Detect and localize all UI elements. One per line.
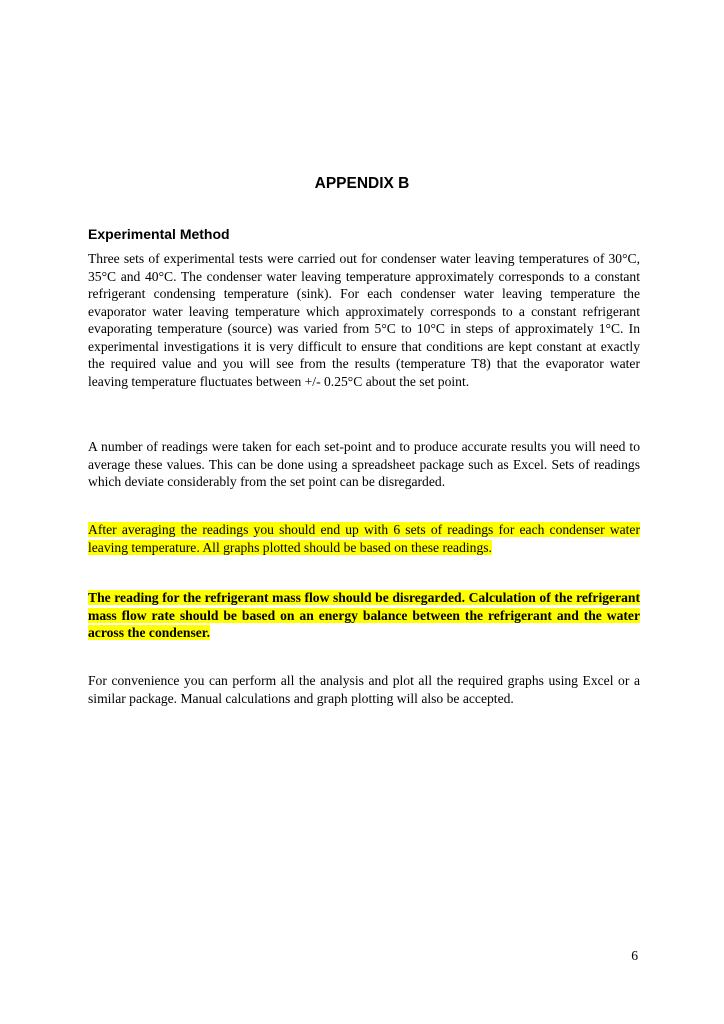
paragraph-text: For convenience you can perform all the analysis and plot all the required graphs using Excel or a similar package. Manual calculations and graph plotting will also be accepted. [88,673,640,706]
paragraph-highlighted-sets [88,521,640,556]
paragraph-convenience [88,672,640,707]
page-number: 6 [631,948,638,963]
paragraph-experimental-tests [88,250,640,390]
paragraph-averaging-readings [88,438,640,491]
highlighted-bold-text: The reading for the refrigerant mass flow should be disregarded. Calculation of the refrigerant mass flow rate should be based on an energy balance between the refrigerant and the water across the condenser. [88,590,640,640]
highlighted-text: After averaging the readings you should end up with 6 sets of readings for each condenser water leaving temperature. All graphs plotted should be based on these readings. [88,522,640,555]
paragraph-text: A number of readings were taken for each set-point and to produce accurate results you will need to average these values. This can be done using a spreadsheet package such as Excel. Sets of readings which deviate considerably from the set point can be disregarded. [88,439,640,489]
paragraph-highlighted-mass-flow [88,589,640,642]
section-heading: Experimental Method [88,226,230,242]
paragraph-text: Three sets of experimental tests were carried out for condenser water leaving temperatures of 30°C, 35°C and 40°C. The condenser water leaving temperature approximately corresponds to a constant refrigerant condensing temperature (sink). For each condenser water leaving temperature the evaporator water leaving temperature which approximately corresponds to a constant refrigerant evaporating temperature (source) was varied from 5°C to 10°C in steps of approximately 1°C. In experimental investigations it is very difficult to ensure that conditions are kept constant at exactly the required value and you will see from the results (temperature T8) that the evaporator water leaving temperature fluctuates between +/- 0.25°C about the set point. [88,251,640,389]
appendix-title: APPENDIX B [314,175,410,192]
